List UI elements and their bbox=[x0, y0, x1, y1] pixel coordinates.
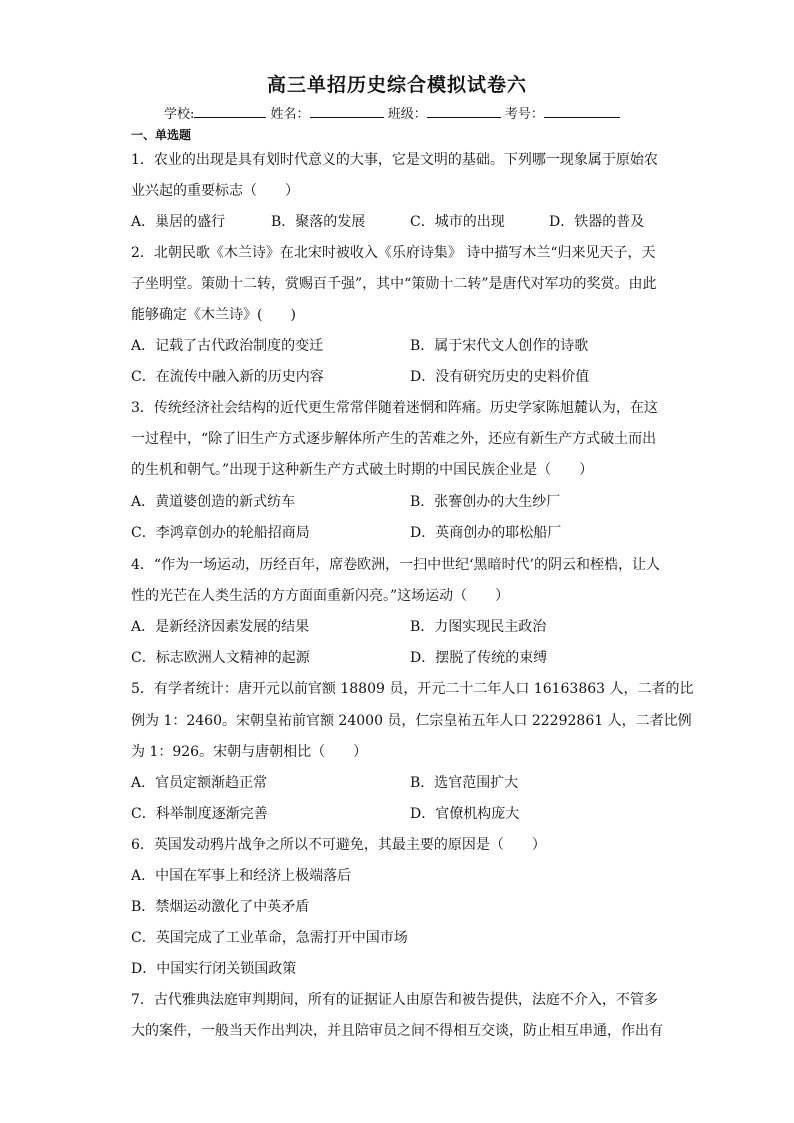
school-label: 学校: bbox=[164, 107, 195, 122]
question-5-line-3: 为 1：926。宋朝与唐朝相比（ ） bbox=[131, 744, 368, 760]
page-title: 高三单招历史综合模拟试卷六 bbox=[266, 74, 527, 96]
question-3-option-d[interactable]: D．英商创办的耶松船厂 bbox=[410, 525, 562, 541]
exam-number-label: 考号： bbox=[504, 107, 544, 122]
question-4-option-b[interactable]: B．力图实现民主政治 bbox=[410, 619, 547, 635]
question-4-line-1: 4．“作为一场运动，历经百年，席卷欧洲，一扫中世纪‘黑暗时代’的阴云和桎梏，让人 bbox=[131, 557, 660, 573]
class-blank[interactable] bbox=[427, 104, 501, 118]
question-5-line-1: 5．有学者统计：唐开元以前官额 18809 员，开元二十二年人口 16163863 人，二者的比 bbox=[131, 681, 694, 697]
question-5-option-c[interactable]: C．科举制度逐渐完善 bbox=[131, 806, 268, 822]
question-1-line-2: 业兴起的重要标志（ ） bbox=[131, 183, 299, 199]
question-1-option-d[interactable]: D．铁器的普及 bbox=[549, 214, 645, 230]
question-6-option-a[interactable]: A．中国在军事上和经济上极端落后 bbox=[131, 868, 352, 884]
question-2-option-d[interactable]: D．没有研究历史的史料价值 bbox=[410, 369, 590, 385]
question-1-line-1: 1．农业的出现是具有划时代意义的大事，它是文明的基础。下列哪一现象属于原始农 bbox=[131, 152, 658, 168]
question-3-line-1: 3．传统经济社会结构的近代更生常常伴随着迷惘和阵痛。历史学家陈旭麓认为，在这 bbox=[131, 400, 658, 416]
question-4-option-c[interactable]: C．标志欧洲人文精神的起源 bbox=[131, 650, 310, 666]
question-5-option-a[interactable]: A．官员定额渐趋正常 bbox=[131, 775, 268, 791]
question-1-option-a[interactable]: A．巢居的盛行 bbox=[131, 214, 226, 230]
question-2-option-a[interactable]: A．记载了古代政治制度的变迁 bbox=[131, 338, 324, 354]
name-blank[interactable] bbox=[310, 104, 384, 118]
question-7-line-1: 7．古代雅典法庭审判期间，所有的证据证人由原告和被告提供，法庭不介入，不管多 bbox=[131, 992, 658, 1008]
question-4-option-d[interactable]: D．摆脱了传统的束缚 bbox=[410, 650, 548, 666]
name-label: 姓名： bbox=[270, 107, 310, 122]
question-5-option-b[interactable]: B．选官范围扩大 bbox=[410, 775, 519, 791]
class-label: 班级： bbox=[387, 107, 427, 122]
question-6-option-d[interactable]: D．中国实行闭关锁国政策 bbox=[131, 961, 297, 977]
question-6-option-c[interactable]: C．英国完成了工业革命，急需打开中国市场 bbox=[131, 930, 408, 946]
question-2-line-1: 2．北朝民歌《木兰诗》在北宋时被收入《乐府诗集》 诗中描写木兰“归来见天子，天 bbox=[131, 245, 656, 261]
question-4-option-a[interactable]: A．是新经济因素发展的结果 bbox=[131, 619, 310, 635]
question-3-line-2: 一过程中，“除了旧生产方式逐步解体所产生的苦难之外，还应有新生产方式破土而出 bbox=[131, 431, 657, 447]
question-6-option-b[interactable]: B．禁烟运动激化了中英矛盾 bbox=[131, 899, 310, 915]
question-2-option-b[interactable]: B．属于宋代文人创作的诗歌 bbox=[410, 338, 589, 354]
section-heading: 一、单选题 bbox=[131, 128, 192, 142]
question-3-line-3: 的生机和朝气。”出现于这种新生产方式破土时期的中国民族企业是（ ） bbox=[131, 462, 594, 478]
student-info-row bbox=[164, 103, 620, 122]
question-2-option-c[interactable]: C．在流传中融入新的历史内容 bbox=[131, 369, 324, 385]
question-2-line-3: 能够确定《木兰诗》( ) bbox=[131, 307, 296, 323]
question-3-option-b[interactable]: B．张謇创办的大生纱厂 bbox=[410, 494, 561, 510]
question-6-line-1: 6．英国发动鸦片战争之所以不可避免，其最主要的原因是（ ） bbox=[131, 837, 546, 853]
question-3-option-c[interactable]: C．李鸿章创办的轮船招商局 bbox=[131, 525, 310, 541]
school-blank[interactable] bbox=[194, 104, 266, 118]
question-1-option-c[interactable]: C．城市的出现 bbox=[410, 214, 505, 230]
exam-number-blank[interactable] bbox=[544, 104, 620, 118]
question-2-line-2: 子坐明堂。策勋十二转，赏赐百千强”，其中“策勋十二转”是唐代对军功的奖赏。由此 bbox=[131, 276, 657, 292]
question-1-option-b[interactable]: B．聚落的发展 bbox=[271, 214, 366, 230]
question-4-line-2: 性的光芒在人类生活的方方面面重新闪亮。”这场运动（ ） bbox=[131, 588, 510, 604]
question-7-line-2: 大的案件，一般当天作出判决，并且陪审员之间不得相互交谈，防止相互串通，作出有 bbox=[131, 1023, 663, 1039]
question-5-option-d[interactable]: D．官僚机构庞大 bbox=[410, 806, 520, 822]
question-3-option-a[interactable]: A．黄道婆创造的新式纺车 bbox=[131, 494, 296, 510]
question-5-line-2: 例为 1：2460。宋朝皇祐前官额 24000 员，仁宗皇祐五年人口 22292861 人，二者比例 bbox=[131, 713, 692, 729]
